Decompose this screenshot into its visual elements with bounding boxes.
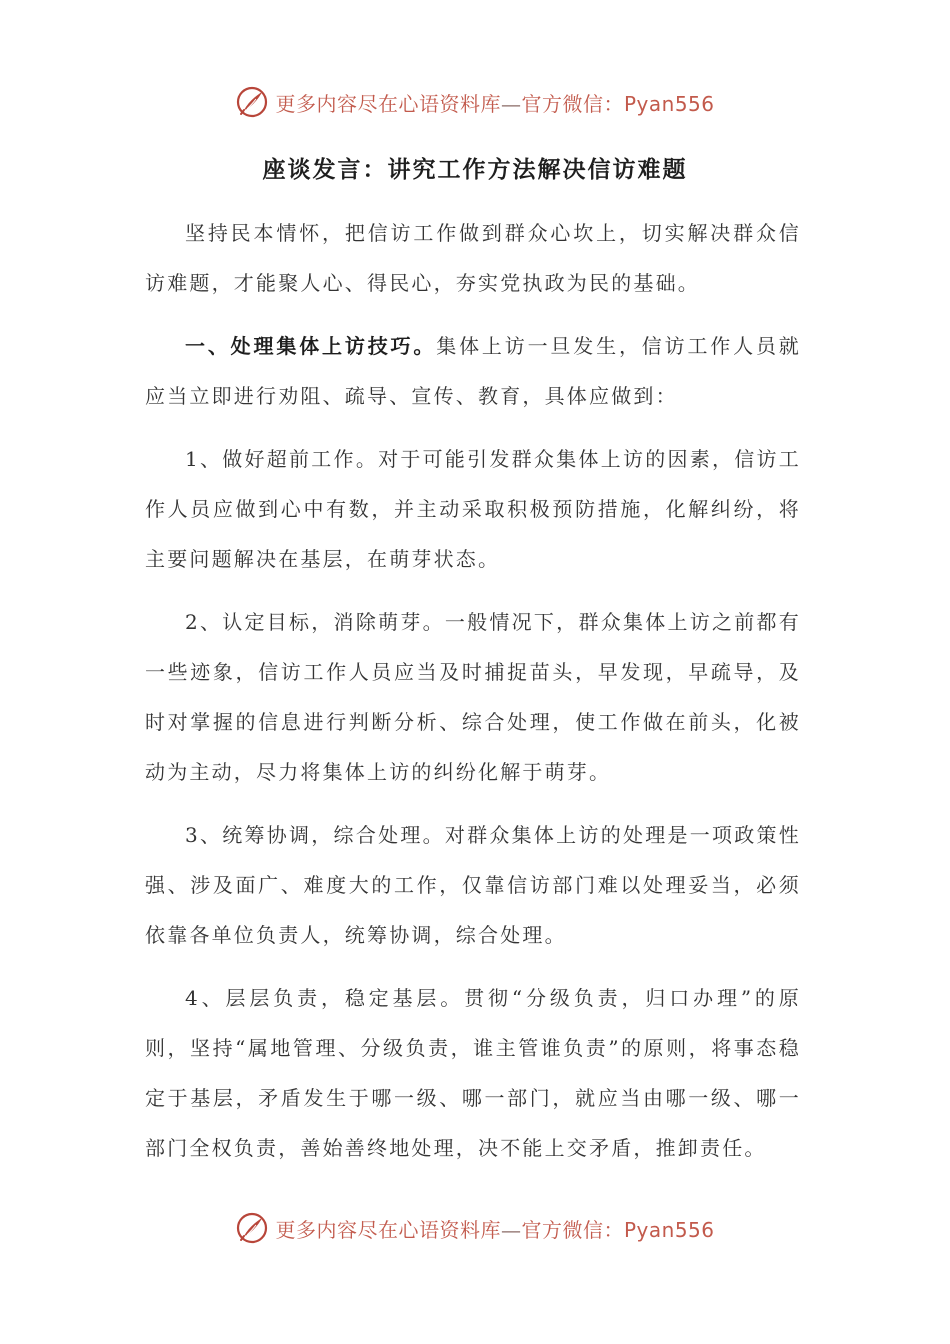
list-item: 4、层层负责，稳定基层。贯彻“分级负责，归口办理”的原则，坚持“属地管理、分级负责，谁主管谁负责”的原则，将事态稳定于基层，矛盾发生于哪一级、哪一部门，就应当由哪一级、哪一部门全权负责，善始善终地处理，决不能上交矛盾，推卸责任。 — [145, 986, 801, 1160]
watermark-main-text: 更多内容尽在心语资料库 — [275, 91, 501, 116]
section-1-heading: 一、处理集体上访技巧。 — [185, 334, 437, 358]
list-item: 2、认定目标，消除萌芽。一般情况下，群众集体上访之前都有一些迹象，信访工作人员应当及时捕捉苗头，早发现，早疏导，及时对掌握的信息进行判断分析、综合处理，使工作做在前头，化被动为主动，尽力将集体上访的纠纷化解于萌芽。 — [145, 610, 801, 784]
section-1-paragraph — [145, 321, 801, 421]
footer-watermark — [0, 1208, 950, 1248]
list-item: 1、做好超前工作。对于可能引发群众集体上访的因素，信访工作人员应做到心中有数，并主动采取积极预防措施，化解纠纷，将主要问题解决在基层，在萌芽状态。 — [145, 447, 801, 571]
document-body — [145, 208, 801, 1186]
watermark-wechat-label: 官方微信： — [521, 91, 624, 116]
list-item: 3、统筹协调，综合处理。对群众集体上访的处理是一项政策性强、涉及面广、难度大的工作，仅靠信访部门难以处理妥当，必须依靠各单位负责人，统筹协调，综合处理。 — [145, 823, 801, 947]
watermark-wechat-label: 官方微信： — [521, 1217, 624, 1242]
watermark-separator: — — [500, 1217, 522, 1242]
watermark-main-text: 更多内容尽在心语资料库 — [275, 1217, 501, 1242]
intro-paragraph: 坚持民本情怀，把信访工作做到群众心坎上，切实解决群众信访难题，才能聚人心、得民心，夯实党执政为民的基础。 — [145, 221, 801, 295]
watermark-text — [275, 88, 714, 117]
quill-pen-circle-icon — [235, 85, 269, 119]
watermark-separator: — — [500, 91, 522, 116]
watermark-wechat-id: Pyan556 — [623, 91, 715, 116]
quill-pen-circle-icon — [235, 1211, 269, 1245]
watermark-text — [275, 1214, 714, 1243]
header-watermark — [0, 82, 950, 122]
page-title: 座谈发言：讲究工作方法解决信访难题 — [262, 157, 688, 183]
watermark-wechat-id: Pyan556 — [623, 1217, 715, 1242]
section-1-body: 集体上访一旦发生，信访工作人员就应当立即进行劝阻、疏导、宣传、教育，具体应做到： — [145, 334, 802, 408]
